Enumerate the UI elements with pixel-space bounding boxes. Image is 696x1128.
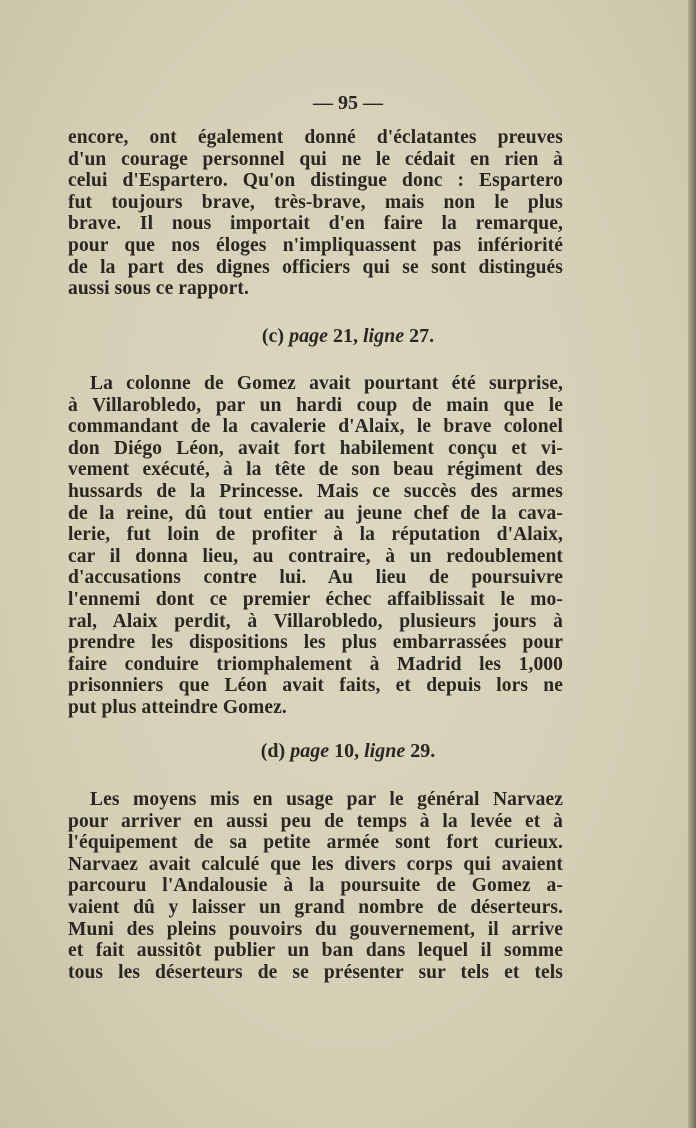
page-edge [688, 0, 696, 1128]
line-ref: 29. [410, 740, 436, 762]
text-line: Les moyens mis en usage par le général Narvaez [90, 789, 563, 810]
text-line: car il donna lieu, au contraire, à un redoublement [68, 545, 563, 567]
text-line: de la part des dignes officiers qui se sont distingués [68, 256, 563, 278]
text-line: encore, ont également donné d'éclatantes preuves [68, 127, 563, 148]
text-line: fut toujours brave, très-brave, mais non le plus [68, 191, 563, 213]
text-line: et fait aussitôt publier un ban dans lequel il somme [68, 940, 563, 962]
line-word: ligne [364, 740, 406, 762]
text-line: put plus atteindre Gomez. [68, 696, 287, 718]
text-line: hussards de la Princesse. Mais ce succès des armes [68, 480, 563, 502]
note-marker: (d) [260, 740, 286, 762]
page-ref: 21 [332, 325, 353, 347]
paragraph-2 [68, 373, 563, 719]
text-line: pour que nos éloges n'impliquassent pas infériorité [68, 234, 563, 256]
paragraph-3 [68, 789, 563, 983]
text-line: celui d'Espartero. Qu'on distingue donc : Espartero [68, 170, 563, 192]
text-line: l'équipement de sa petite armée sont fort curieux. [68, 832, 563, 854]
text-line: faire conduire triomphalement à Madrid les 1,000 [68, 653, 563, 675]
text-line: lerie, fut loin de profiter à la réputation d'Alaix, [68, 524, 563, 546]
text-line: vaient dû y laisser un grand nombre de déserteurs. [68, 896, 563, 918]
line-word: ligne [362, 325, 405, 347]
text-line: ral, Alaix perdit, à Villarobledo, plusieurs jours à [68, 610, 563, 632]
text-line: commandant de la cavalerie d'Alaix, le brave colonel [68, 416, 563, 438]
text-line: prisonniers que Léon avait faits, et depuis lors ne [68, 675, 563, 697]
text-line: prendre les dispositions les plus embarrassées pour [68, 632, 563, 654]
note-heading-d: (d) page 10, ligne 29. [260, 740, 436, 762]
text-line: pour arriver en aussi peu de temps à la levée et à [68, 810, 563, 832]
text-line: vement exécuté, à la tête de son beau régiment des [68, 459, 563, 481]
line-ref: 27. [409, 325, 435, 347]
page-number: — 95 — [313, 92, 383, 114]
page-ref: 10 [334, 740, 355, 762]
text-line: de la reine, dû tout entier au jeune chef de la cava- [68, 502, 563, 524]
text-line: La colonne de Gomez avait pourtant été surprise, [90, 373, 563, 394]
page-word: page [290, 740, 330, 762]
page-word: page [289, 325, 328, 347]
paragraph-1 [68, 127, 563, 300]
text-line: don Diégo Léon, avait fort habilement conçu et vi- [68, 437, 563, 459]
text-line: tous les déserteurs de se présenter sur tels et tels [68, 961, 563, 983]
text-line: parcouru l'Andalousie à la poursuite de Gomez a- [68, 875, 563, 897]
text-line: l'ennemi dont ce premier échec affaiblissait le mo- [68, 588, 563, 610]
text-line: Muni des pleins pouvoirs du gouvernement, il arrive [68, 918, 563, 940]
text-line: à Villarobledo, par un hardi coup de main que le [68, 394, 563, 416]
note-marker: (c) [261, 325, 285, 347]
text-line: Narvaez avait calculé que les divers corps qui avaient [68, 853, 563, 875]
note-heading-c: (c) page 21, ligne 27. [261, 325, 435, 347]
text-line: aussi sous ce rapport. [68, 278, 249, 300]
text-line: d'un courage personnel qui ne le cédait en rien à [68, 148, 563, 170]
text-line: brave. Il nous importait d'en faire la remarque, [68, 213, 563, 235]
text-line: d'accusations contre lui. Au lieu de poursuivre [68, 567, 563, 589]
